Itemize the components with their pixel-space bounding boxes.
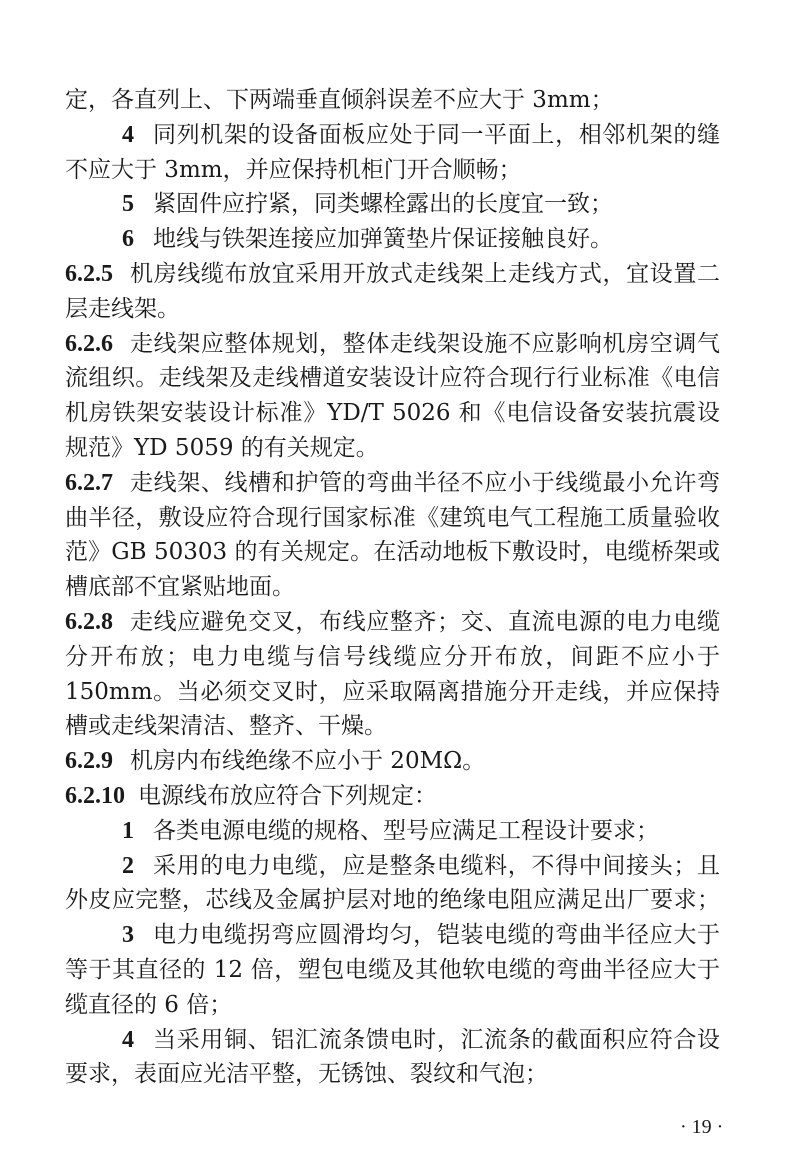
line-text: 走线架应整体规划，整体走线架设施不应影响机房空调气 xyxy=(130,330,720,357)
text-line xyxy=(65,988,720,1023)
item-number: 3 xyxy=(122,922,134,949)
item-number: 5 xyxy=(122,191,134,218)
clause-line xyxy=(65,744,720,779)
line-text: 电力电缆拐弯应圆滑均匀，铠装电缆的弯曲半径应大于 xyxy=(153,922,720,949)
text-line xyxy=(65,675,720,710)
list-item-line xyxy=(65,118,720,153)
clause-number: 6.2.9 xyxy=(65,748,113,775)
line-text: 机房线缆布放宜采用开放式走线架上走线方式，宜设置二 xyxy=(130,261,720,287)
clause-number: 6.2.8 xyxy=(65,609,113,635)
line-text: 要求，表面应光洁平整，无锈蚀、裂纹和气泡； xyxy=(65,1061,548,1088)
text-line xyxy=(65,292,720,327)
line-text: 缆直径的 6 倍； xyxy=(65,991,233,1018)
line-text: 地线与铁架连接应加弹簧垫片保证接触良好。 xyxy=(153,226,613,253)
clause-number: 6.2.7 xyxy=(65,469,113,496)
text-line xyxy=(65,640,720,675)
list-item-line xyxy=(65,187,720,222)
line-text: 同列机架的设备面板应处于同一平面上，相邻机架的缝 xyxy=(153,121,720,148)
list-item-line xyxy=(65,222,720,257)
text-line xyxy=(65,883,720,918)
text-line xyxy=(65,361,720,396)
text-line xyxy=(65,570,720,605)
text-line xyxy=(65,431,720,466)
text-line xyxy=(65,953,720,988)
line-text: 各类电源电缆的规格、型号应满足工程设计要求； xyxy=(153,817,659,844)
clause-number: 6.2.10 xyxy=(65,783,125,809)
text-line xyxy=(65,396,720,431)
line-text: 走线应避免交叉，布线应整齐；交、直流电源的电力电缆 xyxy=(130,609,720,635)
text-line xyxy=(65,709,720,744)
item-number: 6 xyxy=(122,226,134,253)
clause-number: 6.2.6 xyxy=(65,330,113,357)
clause-line xyxy=(65,327,720,362)
line-text: 层走线架。 xyxy=(65,295,180,322)
line-text: 槽底部不宜紧贴地面。 xyxy=(65,574,295,601)
item-number: 4 xyxy=(122,1026,134,1053)
line-text: 当采用铜、铝汇流条馈电时，汇流条的截面积应符合设 xyxy=(153,1026,720,1053)
list-item-line xyxy=(65,918,720,953)
clause-line xyxy=(65,466,720,501)
line-text: 机房内布线绝缘不应小于 20MΩ。 xyxy=(130,748,486,775)
text-line xyxy=(65,83,720,118)
list-item-line xyxy=(65,849,720,884)
clause-line xyxy=(65,257,720,292)
text-line xyxy=(65,501,720,536)
line-text: 范》GB 50303 的有关规定。在活动地板下敷设时，电缆桥架或 xyxy=(65,539,720,566)
line-text: 等于其直径的 12 倍，塑包电缆及其他软电缆的弯曲半径应大于 xyxy=(65,957,720,983)
line-text: 分开布放；电力电缆与信号线缆应分开布放，间距不应小于 xyxy=(65,643,720,670)
line-text: 电源线布放应符合下列规定： xyxy=(138,783,437,809)
line-text: 150mm。当必须交叉时，应采取隔离措施分开走线，并应保持 xyxy=(65,678,720,705)
line-text: 不应大于 3mm，并应保持机柜门开合顺畅； xyxy=(65,156,522,183)
line-text: 走线架、线槽和护管的弯曲半径不应小于线缆最小允许弯 xyxy=(130,469,720,496)
line-text: 流组织。走线架及走线槽道安装设计应符合现行行业标准《电信 xyxy=(65,365,720,392)
line-text: 机房铁架安装设计标准》YD/T 5026 和《电信设备安装抗震设 xyxy=(65,400,720,427)
item-number: 1 xyxy=(122,817,134,844)
item-number: 2 xyxy=(122,852,134,879)
clause-line xyxy=(65,779,720,814)
list-item-line xyxy=(65,1023,720,1058)
text-line xyxy=(65,153,720,188)
text-line xyxy=(65,535,720,570)
line-text: 槽或走线架清洁、整齐、干燥。 xyxy=(65,713,387,740)
line-text: 紧固件应拧紧，同类螺栓露出的长度宜一致； xyxy=(153,191,613,218)
line-text: 定，各直列上、下两端垂直倾斜误差不应大于 3mm； xyxy=(65,87,614,113)
line-text: 曲半径，敷设应符合现行国家标准《建筑电气工程施工质量验收 xyxy=(65,504,720,531)
line-text: 外皮应完整，芯线及金属护层对地的绝缘电阻应满足出厂要求； xyxy=(65,887,720,914)
line-text: 采用的电力电缆，应是整条电缆料，不得中间接头；且 xyxy=(153,852,720,879)
text-line xyxy=(65,1057,720,1092)
line-text: 规范》YD 5059 的有关规定。 xyxy=(65,435,379,461)
item-number: 4 xyxy=(122,121,134,148)
list-item-line xyxy=(65,814,720,849)
clause-number: 6.2.5 xyxy=(65,261,113,287)
clause-line xyxy=(65,605,720,640)
page-number: · 19 · xyxy=(680,1116,724,1138)
